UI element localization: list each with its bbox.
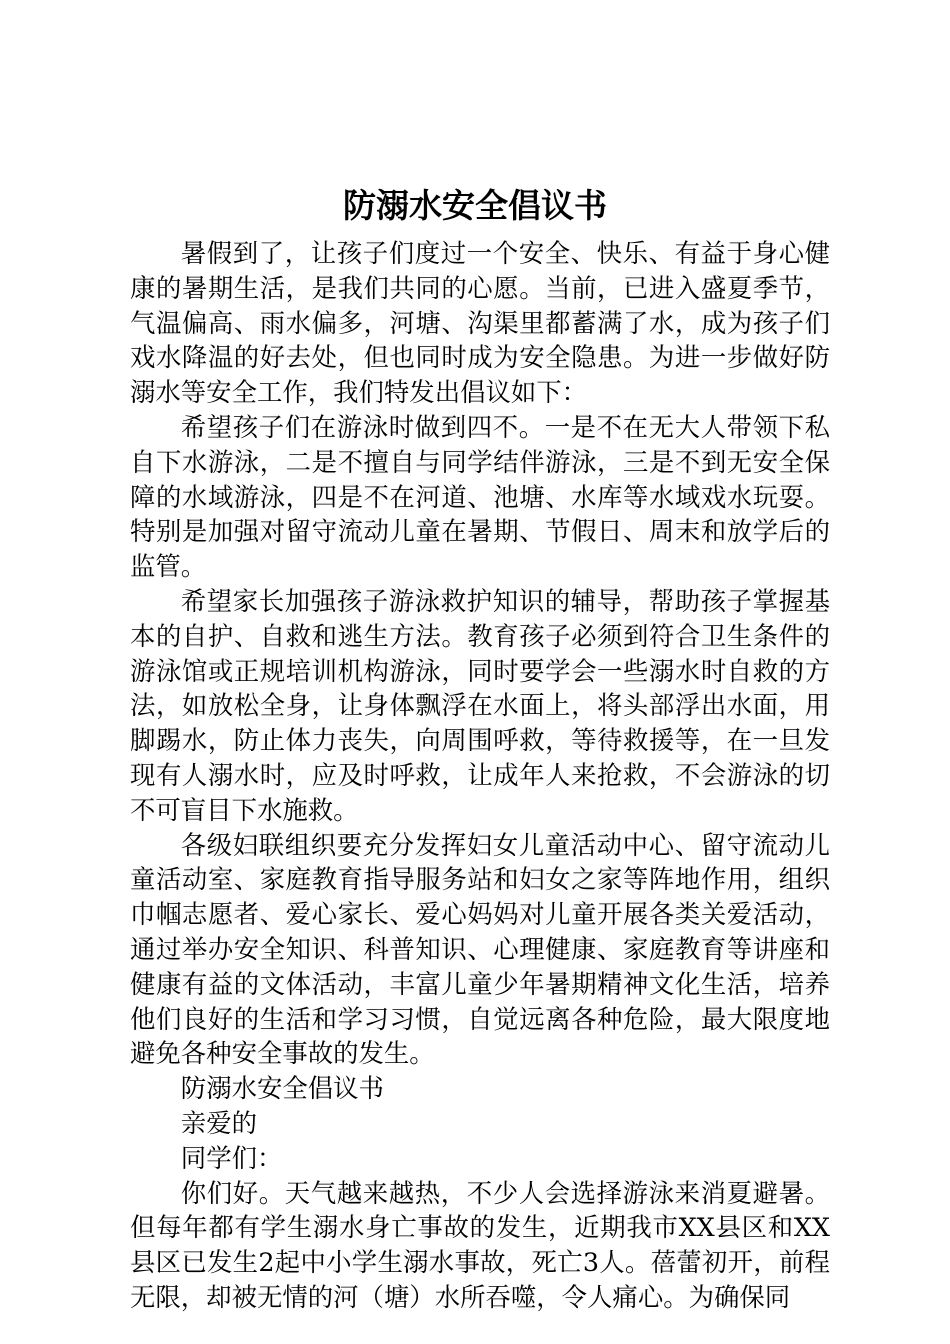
paragraph-children-rules: 希望孩子们在游泳时做到四不。一是不在无大人带领下私自下水游泳，二是不擅自与同学结伴游泳，三是不到无安全保障的水域游泳，四是不在河道、池塘、水库等水域戏水玩耍。特别是加强对留守流动儿童在暑期、节假日、周末和放学后的监管。 [130, 411, 830, 582]
paragraph-womens-federation: 各级妇联组织要充分发挥妇女儿童活动中心、留守流动儿童活动室、家庭教育指导服务站和妇女之家等阵地作用，组织巾帼志愿者、爱心家长、爱心妈妈对儿童开展各类关爱活动，通过举办安全知识、科普知识、心理健康、家庭教育等讲座和健康有益的文体活动，丰富儿童少年暑期精神文化生活，培养他们良好的生活和学习习惯，自觉远离各种危险，最大限度地避免各种安全事故的发生。 [130, 829, 830, 1069]
paragraph-letter-body: 你们好。天气越来越热，不少人会选择游泳来消夏避暑。但每年都有学生溺水身亡事故的发生，近期我市XX县区和XX县区已发生2起中小学生溺水事故，死亡3人。蓓蕾初开，前程无限，却被无情的河（塘）水所吞噬，令人痛心。为确保同 [130, 1177, 830, 1312]
document-title: 防溺水安全倡议书 [343, 186, 607, 225]
paragraph-intro: 暑假到了，让孩子们度过一个安全、快乐、有益于身心健康的暑期生活，是我们共同的心愿。当前，已进入盛夏季节，气温偏高、雨水偏多，河塘、沟渠里都蓄满了水，成为孩子们戏水降温的好去处，但也同时成为安全隐患。为进一步做好防溺水等安全工作，我们特发出倡议如下： [130, 238, 830, 408]
paragraph-second-title: 防溺水安全倡议书 [180, 1073, 384, 1104]
paragraph-greeting-students: 同学们： [180, 1142, 283, 1173]
paragraph-parents: 希望家长加强孩子游泳救护知识的辅导，帮助孩子掌握基本的自护、自救和逃生方法。教育孩子必须到符合卫生条件的游泳馆或正规培训机构游泳，同时要学会一些溺水时自救的方法，如放松全身，让身体飘浮在水面上，将头部浮出水面，用脚踢水，防止体力丧失，向周围呼救，等待救援等，在一旦发现有人溺水时，应及时呼救，让成年人来抢救，不会游泳的切不可盲目下水施救。 [130, 585, 830, 825]
document-body [130, 236, 830, 1315]
paragraph-greeting-dear: 亲爱的 [180, 1107, 257, 1138]
